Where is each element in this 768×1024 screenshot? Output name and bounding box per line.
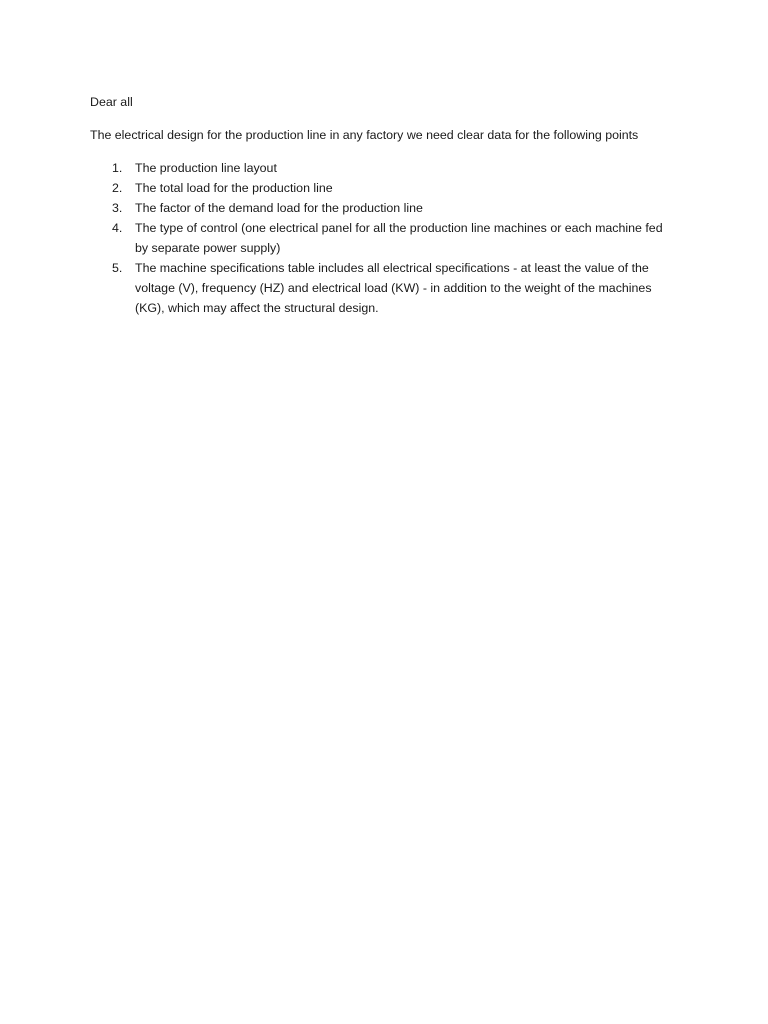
list-item-number: 2. — [112, 181, 123, 195]
list-item — [90, 218, 675, 258]
list-item-number: 4. — [112, 221, 123, 235]
points-list — [90, 158, 675, 318]
list-item-number: 5. — [112, 261, 123, 275]
document-body — [90, 92, 675, 318]
list-item-text: The machine specifications table includes all electrical specifications - at least the value of the voltage (V), frequency (HZ) and electrical load (KW) - in addition to the weight of the machines (KG), which may affect the structural design. — [135, 261, 652, 315]
list-item-number: 1. — [112, 161, 123, 175]
list-item — [90, 178, 675, 198]
list-item-number: 3. — [112, 201, 123, 215]
list-item — [90, 258, 675, 318]
list-item-text: The total load for the production line — [135, 181, 333, 195]
list-item — [90, 158, 675, 178]
list-item — [90, 198, 675, 218]
greeting-line: Dear all — [90, 95, 133, 109]
list-item-text: The type of control (one electrical panel for all the production line machines or each machine fed by separate power supply) — [135, 221, 663, 255]
list-item-text: The factor of the demand load for the production line — [135, 201, 423, 215]
list-item-text: The production line layout — [135, 161, 277, 175]
intro-paragraph: The electrical design for the production line in any factory we need clear data for the following points — [90, 128, 639, 142]
